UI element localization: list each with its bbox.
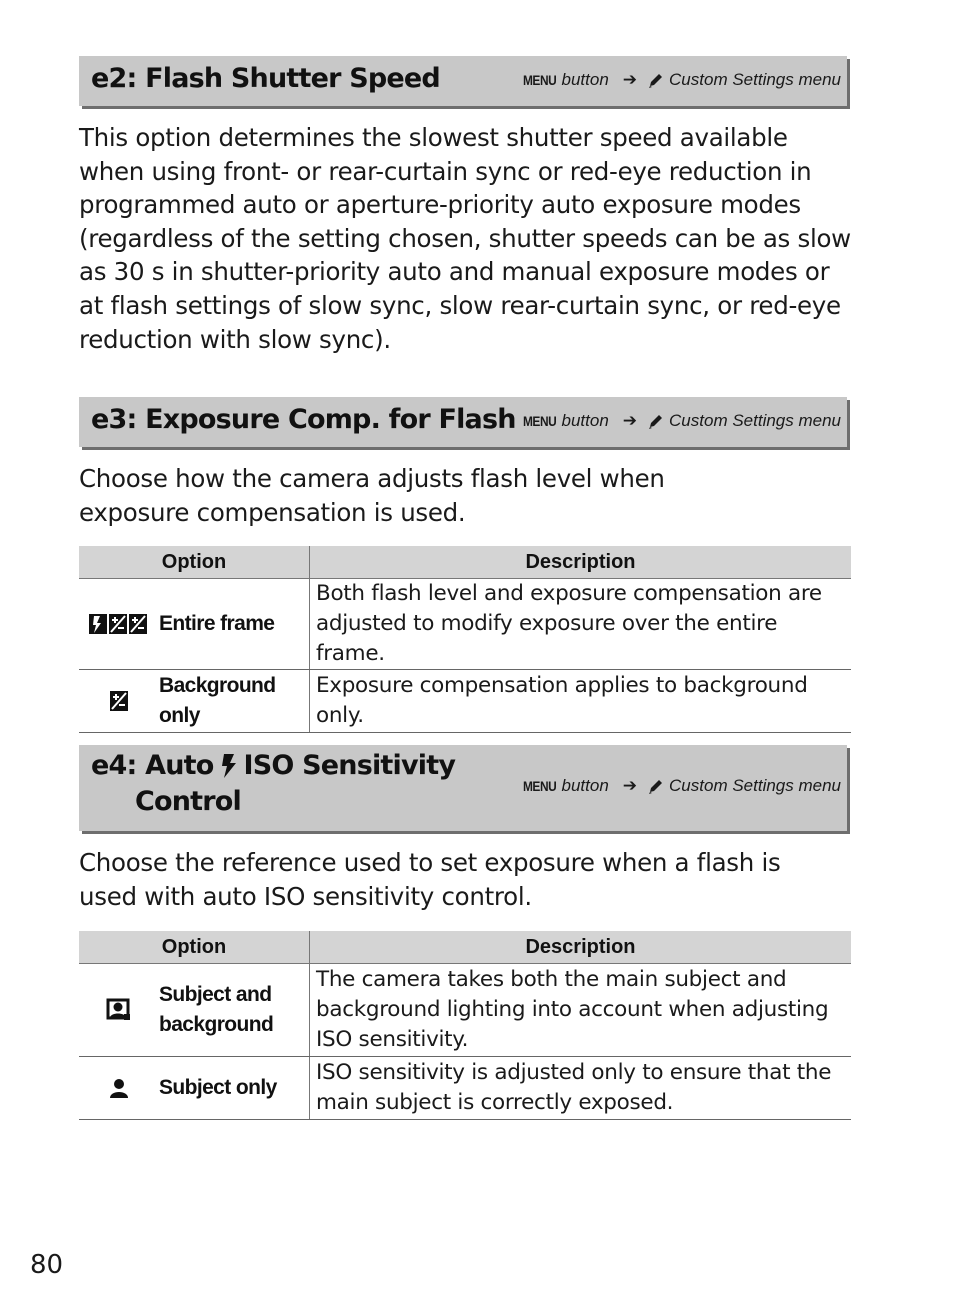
table-row	[79, 670, 851, 733]
e4-options-table	[79, 931, 851, 1120]
arrow-right-icon: ➔	[622, 411, 638, 431]
section-title: e2: Flash Shutter Speed	[91, 63, 440, 94]
e3-options-table	[79, 546, 851, 733]
subject-icon	[79, 1076, 159, 1100]
arrow-right-icon: ➔	[622, 70, 638, 90]
pencil-icon	[647, 412, 665, 430]
custom-settings-menu-label: Custom Settings menu	[669, 411, 841, 430]
section-header-e4	[79, 745, 847, 831]
page-number: 80	[30, 1250, 64, 1280]
arrow-right-icon: ➔	[622, 776, 638, 796]
option-label: Background only	[159, 674, 276, 727]
menu-button-label: MENU	[523, 72, 557, 88]
section-title-suffix: ISO Sensitivity	[243, 750, 456, 781]
table-row	[79, 1057, 851, 1120]
button-word: button	[561, 411, 609, 430]
option-description: Both flash level and exposure compensation are adjusted to modify exposure over the entire frame.	[310, 579, 852, 670]
section-title-prefix: e4: Auto	[91, 750, 214, 781]
e2-description: This option determines the slowest shutter speed available when using front- or rear-curtain sync or red-eye reduction in programmed auto or aperture-priority auto exposure modes (regardless of the setting chosen, shutter speeds can be as slow as 30 s in shutter-priority auto and manual exposure modes or at flash settings of slow sync, slow rear-curtain sync, or red-eye reduction with slow sync).	[79, 123, 851, 354]
button-word: button	[561, 70, 609, 89]
option-description: ISO sensitivity is adjusted only to ensure that the main subject is correctly exposed.	[310, 1057, 852, 1120]
menu-button-label: MENU	[523, 413, 557, 429]
table-header-row	[79, 931, 851, 964]
section-title: e3: Exposure Comp. for Flash	[91, 404, 516, 435]
column-header-option: Option	[79, 546, 310, 579]
option-label: Entire frame	[159, 612, 275, 635]
flash-icon	[219, 752, 239, 780]
menu-path	[520, 70, 841, 90]
option-description: Exposure compensation applies to background only.	[310, 670, 852, 733]
column-header-option: Option	[79, 931, 310, 964]
option-label: Subject only	[159, 1076, 277, 1099]
section-title	[91, 750, 455, 781]
menu-button-label: MENU	[523, 778, 557, 794]
menu-path	[520, 411, 841, 431]
table-row	[79, 964, 851, 1057]
section-header-e2	[79, 56, 847, 106]
table-header-row	[79, 546, 851, 579]
pencil-icon	[647, 71, 665, 89]
section-header-e3	[79, 397, 847, 447]
e3-description: Choose how the camera adjusts flash level when exposure compensation is used.	[79, 464, 665, 527]
subject-and-background-icon	[79, 998, 159, 1022]
column-header-description: Description	[310, 931, 852, 964]
option-description: The camera takes both the main subject and background lighting into account when adjusting ISO sensitivity.	[310, 964, 852, 1057]
pencil-icon	[647, 777, 665, 795]
section-title-line2: Control	[135, 786, 242, 817]
column-header-description: Description	[310, 546, 852, 579]
button-word: button	[561, 776, 609, 795]
table-row	[79, 579, 851, 670]
option-label: Subject and background	[159, 983, 274, 1036]
menu-path	[520, 776, 841, 796]
custom-settings-menu-label: Custom Settings menu	[669, 776, 841, 795]
flash-exposure-comp-icon	[79, 612, 159, 636]
e4-description: Choose the reference used to set exposure when a flash is used with auto ISO sensitivity control.	[79, 848, 781, 911]
exposure-comp-icon	[79, 689, 159, 713]
custom-settings-menu-label: Custom Settings menu	[669, 70, 841, 89]
